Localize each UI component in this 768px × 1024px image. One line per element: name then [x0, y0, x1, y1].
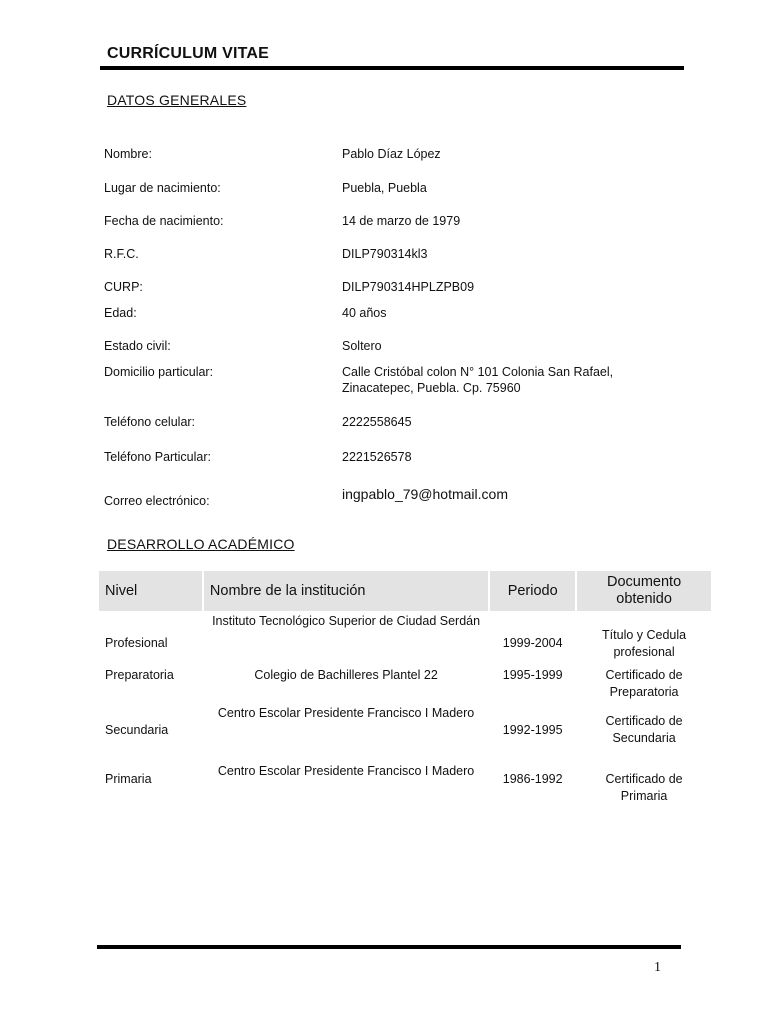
column-header-nivel: Nivel: [99, 571, 203, 611]
cell-documento: Certificado de Primaria: [605, 772, 683, 803]
page-number: 1: [654, 960, 661, 975]
field-value-estado-civil: Soltero: [342, 339, 382, 353]
field-label-edad: Edad:: [104, 306, 137, 320]
field-value-edad: 40 años: [342, 306, 387, 320]
field-label-fecha-nacimiento: Fecha de nacimiento:: [104, 214, 224, 228]
field-label-curp: CURP:: [104, 280, 143, 294]
cell-periodo: 1999-2004: [502, 635, 563, 650]
cell-documento: Título y Cedula profesional: [602, 628, 687, 659]
table-row: [99, 703, 712, 753]
table-row: [99, 611, 712, 661]
field-value-telefono-celular: 2222558645: [342, 415, 412, 429]
cell-nivel: Profesional: [105, 635, 168, 650]
table-row: [99, 753, 712, 827]
cell-institucion: Centro Escolar Presidente Francisco I Madero: [217, 764, 475, 778]
cell-documento: Certificado de Preparatoria: [605, 668, 683, 699]
domicilio-line-1: Calle Cristóbal colon N° 101 Colonia San Rafael,: [342, 365, 614, 379]
academic-table: [99, 571, 713, 827]
field-label-rfc: R.F.C.: [104, 247, 139, 261]
field-value-lugar-nacimiento: Puebla, Puebla: [342, 181, 427, 195]
field-value-rfc: DILP790314kl3: [342, 247, 428, 261]
field-label-telefono-celular: Teléfono celular:: [104, 415, 196, 429]
field-value-correo: ingpablo_79@hotmail.com: [342, 486, 508, 502]
field-label-lugar-nacimiento: Lugar de nacimiento:: [104, 181, 221, 195]
bottom-rule: [97, 945, 681, 949]
column-header-documento: Documento obtenido: [576, 571, 712, 611]
field-label-nombre: Nombre:: [104, 147, 152, 161]
table-row: [99, 661, 712, 703]
table-header-row: [99, 571, 712, 611]
domicilio-line-2: Zinacatepec, Puebla. Cp. 75960: [342, 381, 521, 395]
field-label-estado-civil: Estado civil:: [104, 339, 171, 353]
field-value-curp: DILP790314HPLZPB09: [342, 280, 475, 294]
cell-periodo: 1995-1999: [502, 668, 563, 682]
section-heading-datos-generales: DATOS GENERALES: [107, 92, 247, 108]
cell-periodo: 1986-1992: [502, 772, 563, 786]
field-value-domicilio: [342, 364, 702, 396]
field-label-telefono-particular: Teléfono Particular:: [104, 450, 212, 464]
cell-documento: Certificado de Secundaria: [605, 714, 683, 745]
column-header-periodo: Periodo: [489, 571, 576, 611]
field-label-domicilio: Domicilio particular:: [104, 365, 214, 379]
top-rule: [100, 66, 684, 70]
cell-institucion: Colegio de Bachilleres Plantel 22: [254, 668, 438, 682]
cell-institucion: Instituto Tecnológico Superior de Ciudad Serdán: [212, 614, 481, 628]
cell-periodo: 1992-1995: [502, 722, 563, 737]
field-label-correo: Correo electrónico:: [104, 494, 210, 508]
column-header-institucion: Nombre de la institución: [203, 571, 489, 611]
cell-nivel: Preparatoria: [105, 668, 174, 682]
document-title: CURRÍCULUM VITAE: [107, 45, 270, 62]
field-value-telefono-particular: 2221526578: [342, 450, 412, 464]
cell-nivel: Primaria: [105, 772, 152, 786]
cell-nivel: Secundaria: [105, 722, 169, 737]
field-value-nombre: Pablo Díaz López: [342, 147, 441, 161]
cell-institucion: Centro Escolar Presidente Francisco I Madero: [217, 706, 475, 720]
field-value-fecha-nacimiento: 14 de marzo de 1979: [342, 214, 461, 228]
section-heading-desarrollo-academico: DESARROLLO ACADÉMICO: [107, 536, 295, 552]
